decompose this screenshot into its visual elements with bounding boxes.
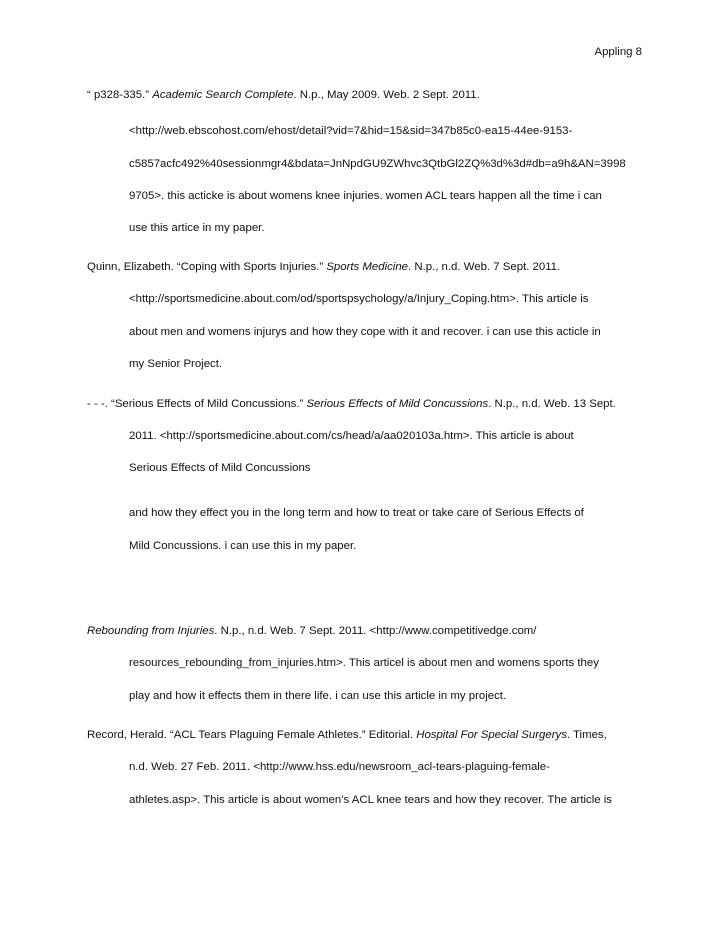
citation-2-line-2: Serious Effects of Mild Concussions <box>129 462 311 474</box>
citation-1-line-0 <box>87 260 560 274</box>
citation-2-line-3: and how they effect you in the long term and how to treat or take care of Serious Effects of <box>129 507 584 519</box>
italic-title: Hospital For Special Surgerys <box>416 729 567 741</box>
text-run: . N.p., n.d. Web. 7 Sept. 2011. <http://www.competitivedge.com/ <box>214 625 537 637</box>
citation-3-line-0 <box>87 624 536 638</box>
citation-0-line-0 <box>87 88 480 102</box>
text-run: Record, Herald. “ACL Tears Plaguing Female Athletes.” Editorial. <box>87 729 417 741</box>
citation-1-line-2: about men and womens injurys and how they cope with it and recover. i can use this acticle in <box>129 326 601 338</box>
citation-4-line-1: n.d. Web. 27 Feb. 2011. <http://www.hss.edu/newsroom_acl-tears-plaguing-female- <box>129 761 550 773</box>
page-header-running-head: Appling 8 <box>594 46 642 58</box>
citation-2-line-4: Mild Concussions. i can use this in my paper. <box>129 540 357 552</box>
citation-1-line-1: <http://sportsmedicine.about.com/od/sportspsychology/a/Injury_Coping.htm>. This article is <box>129 293 589 305</box>
citation-1-line-3: my Senior Project. <box>129 358 223 370</box>
citation-0-line-1: <http://web.ebscohost.com/ehost/detail?vid=7&hid=15&sid=347b85c0-ea15-44ee-9153- <box>129 125 573 137</box>
italic-title: Academic Search Complete <box>152 89 294 101</box>
text-run: . Times, <box>566 729 607 741</box>
citation-4-line-0 <box>87 728 607 742</box>
text-run: . N.p., n.d. Web. 7 Sept. 2011. <box>408 261 561 273</box>
italic-title: Serious Effects of Mild Concussions <box>306 398 489 410</box>
text-run: “ p328-335.” <box>87 89 153 101</box>
citation-3-line-2: play and how it effects them in there life. i can use this article in my project. <box>129 690 507 702</box>
citation-0-line-2: c5857acfc492%40sessionmgr4&bdata=JnNpdGU9ZWhvc3QtbGl2ZQ%3d%3d#db=a9h&AN=3998 <box>129 158 626 170</box>
text-run: Quinn, Elizabeth. “Coping with Sports Injuries.” <box>87 261 327 273</box>
citation-3-line-1: resources_rebounding_from_injuries.htm>. This articel is about men and womens sports they <box>129 657 599 669</box>
citation-2-line-0 <box>87 397 616 411</box>
citation-0-line-4: use this artice in my paper. <box>129 222 265 234</box>
citation-4-line-2: athletes.asp>. This article is about women’s ACL knee tears and how they recover. The article is <box>129 794 612 806</box>
text-run: . N.p., n.d. Web. 13 Sept. <box>488 398 616 410</box>
text-run: . N.p., May 2009. Web. 2 Sept. 2011. <box>293 89 480 101</box>
italic-title: Rebounding from Injuries <box>87 625 215 637</box>
text-run: - - -. “Serious Effects of Mild Concussions.” <box>87 398 307 410</box>
citation-0-line-3: 9705>. this acticke is about womens knee injuries. women ACL tears happen all the time i can <box>129 190 602 202</box>
italic-title: Sports Medicine <box>326 261 408 273</box>
citation-2-line-1: 2011. <http://sportsmedicine.about.com/cs/head/a/aa020103a.htm>. This article is about <box>129 430 574 442</box>
